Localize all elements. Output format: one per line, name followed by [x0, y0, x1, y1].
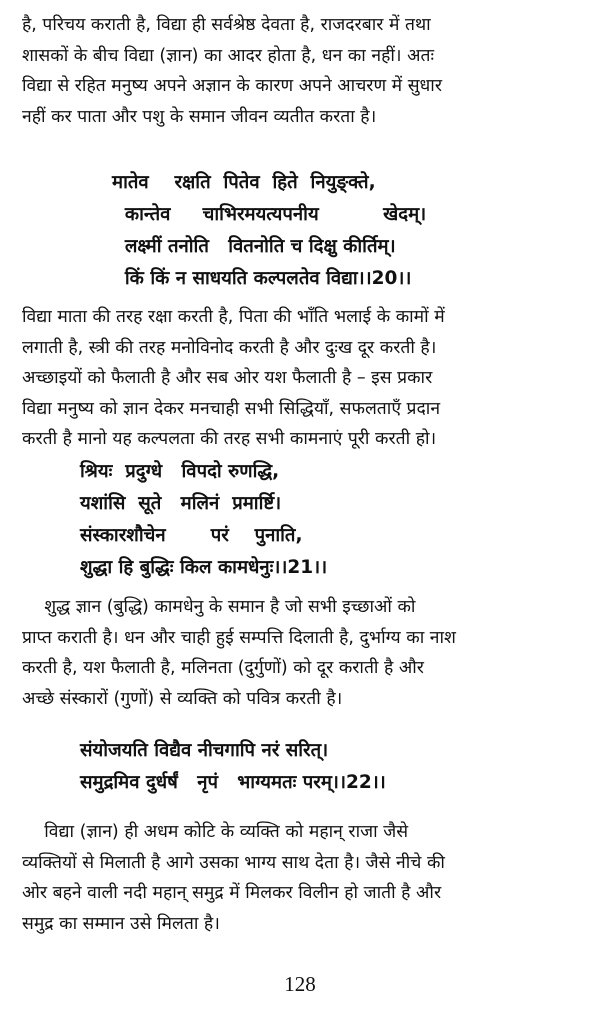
verse-20: [112, 167, 552, 295]
verse-line: संयोजयति विद्यैव नीचगापि नरं सरित्।: [80, 740, 329, 761]
paragraph-line: करती है मानो यह कल्पलता की तरह सभी कामनाएं पूरी करती हो।: [22, 429, 437, 449]
paragraph-line: अच्छाइयों को फैलाती है और सब ओर यश फैलाती है – इस प्रकार: [22, 368, 433, 388]
paragraph-line: है, परिचय कराती है, विद्या ही सर्वश्रेष्ठ देवता है, राजदरबार में तथा: [22, 15, 431, 35]
paragraph-1: [22, 10, 582, 132]
verse-line: कान्तेव चाभिरमयत्यपनीय खेदम्।: [112, 204, 427, 225]
paragraph-line: विद्या मनुष्य को ज्ञान देकर मनचाही सभी सिद्धियाँ, सफलताएँ प्रदान: [22, 398, 441, 419]
paragraph-line: अच्छे संस्कारों (गुणों) से व्यक्ति को पवित्र करती है।: [22, 688, 343, 709]
paragraph-line: करती है, यश फैलाती है, मलिनता (दुर्गुणों) को दूर कराती है और: [22, 658, 424, 678]
verse-22: [80, 735, 520, 799]
paragraph-4: [22, 817, 582, 939]
verse-line: किं किं न साधयति कल्पलतेव विद्या।।20।।: [112, 268, 412, 289]
paragraph-line: विद्या से रहित मनुष्य अपने अज्ञान के कारण अपने आचरण में सुधार: [22, 76, 442, 96]
verse-line: यशांसि सूते मलिनं प्रमार्ष्टि।: [80, 493, 282, 514]
paragraph-line: प्राप्त कराती है। धन और चाही हुई सम्पत्ति दिलाती है, दुर्भाग्य का नाश: [22, 627, 456, 648]
paragraph-line: विद्या माता की तरह रक्षा करती है, पिता की भाँति भलाई के कामों में: [22, 307, 445, 327]
paragraph-line: नहीं कर पाता और पशु के समान जीवन व्यतीत करता है।: [22, 106, 377, 127]
page-number: 128: [284, 972, 316, 996]
paragraph-line: विद्या (ज्ञान) ही अधम कोटि के व्यक्ति को महान् राजा जैसे: [22, 822, 409, 842]
paragraph-line: ओर बहने वाली नदी महान् समुद्र में मिलकर विलीन हो जाती है और: [22, 883, 442, 903]
paragraph-line: समुद्र का सम्मान उसे मिलता है।: [22, 913, 220, 934]
paragraph-line: लगाती है, स्त्री की तरह मनोविनोद करती है और दुःख दूर करती है।: [22, 337, 437, 358]
verse-line: श्रियः प्रदुग्धे विपदो रुणद्धि,: [80, 461, 280, 482]
verse-line: शुद्धा हि बुद्धिः किल कामधेनुः।।21।।: [80, 557, 328, 578]
paragraph-2: [22, 302, 582, 455]
verse-line: लक्ष्मीं तनोति वितनोति च दिक्षु कीर्तिम्।: [112, 236, 396, 257]
verse-line: संस्कारशौचेन परं पुनाति,: [80, 525, 303, 546]
paragraph-line: शुद्ध ज्ञान (बुद्धि) कामधेनु के समान है जो सभी इच्छाओं को: [22, 597, 416, 617]
verse-line: समुद्रमिव दुर्धर्षं नृपं भाग्यमतः परम्।।22।।: [80, 772, 386, 793]
verse-line: मातेव रक्षति पितेव हिते नियुङ्क्ते,: [112, 172, 376, 193]
paragraph-3: [22, 592, 582, 714]
paragraph-line: व्यक्तियों से मिलाती है आगे उसका भाग्य साथ देता है। जैसे नीचे की: [22, 852, 445, 873]
verse-21: [80, 456, 520, 584]
paragraph-line: शासकों के बीच विद्या (ज्ञान) का आदर होता है, धन का नहीं। अतः: [22, 45, 434, 66]
